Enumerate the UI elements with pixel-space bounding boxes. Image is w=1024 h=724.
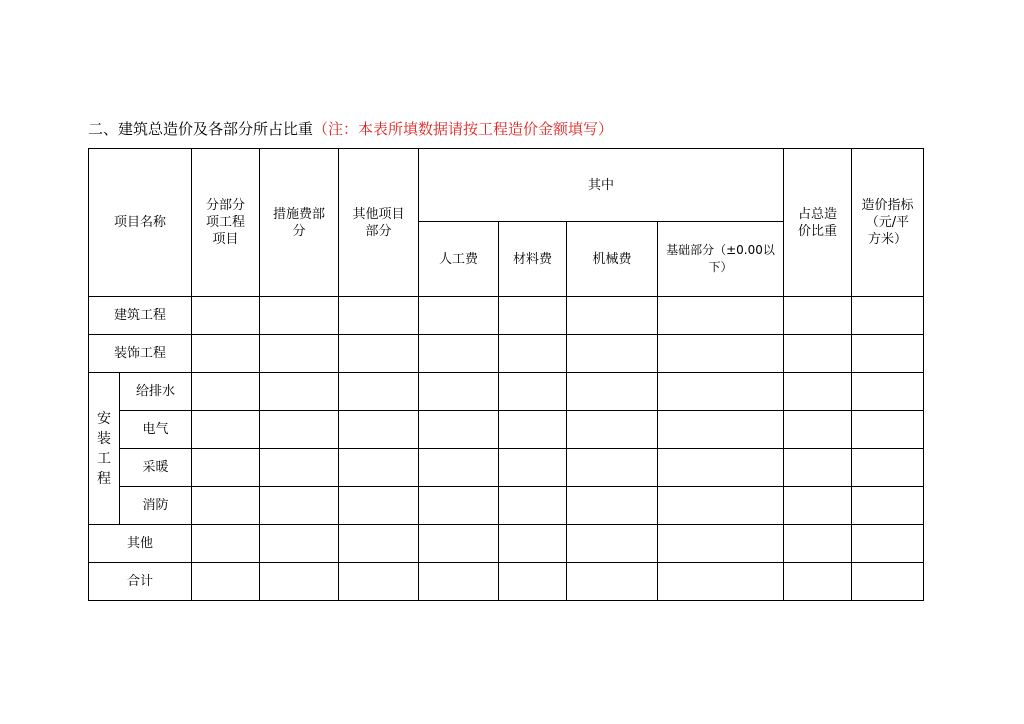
table-cell bbox=[567, 487, 658, 525]
table-cell bbox=[499, 373, 567, 411]
table-cell bbox=[419, 373, 499, 411]
row-label-heating: 采暖 bbox=[120, 449, 192, 487]
row-label-other: 其他 bbox=[89, 525, 192, 563]
table-cell bbox=[499, 563, 567, 601]
table-cell bbox=[658, 297, 784, 335]
table-cell bbox=[784, 297, 852, 335]
table-cell bbox=[339, 297, 419, 335]
row-label-building: 建筑工程 bbox=[89, 297, 192, 335]
row-building bbox=[89, 297, 924, 335]
header-foundation: 基础部分（±0.00以下） bbox=[658, 222, 784, 297]
header-share: 占总造价比重 bbox=[784, 149, 852, 297]
table-cell bbox=[260, 563, 339, 601]
section-title: 二、建筑总造价及各部分所占比重 bbox=[88, 120, 314, 138]
header-other-items: 其他项目部分 bbox=[339, 149, 419, 297]
table-cell bbox=[260, 411, 339, 449]
table-cell bbox=[192, 411, 260, 449]
header-row-top bbox=[89, 149, 924, 222]
table-cell bbox=[499, 487, 567, 525]
row-fire bbox=[89, 487, 924, 525]
table-cell bbox=[852, 411, 924, 449]
table-cell bbox=[192, 373, 260, 411]
table-cell bbox=[339, 449, 419, 487]
table-cell bbox=[499, 449, 567, 487]
table-cell bbox=[567, 563, 658, 601]
header-materials: 材料费 bbox=[499, 222, 567, 297]
table-cell bbox=[419, 563, 499, 601]
table-cell bbox=[567, 335, 658, 373]
header-machinery: 机械费 bbox=[567, 222, 658, 297]
row-electrical bbox=[89, 411, 924, 449]
table-cell bbox=[499, 335, 567, 373]
row-label-electrical: 电气 bbox=[120, 411, 192, 449]
table-cell bbox=[339, 373, 419, 411]
row-label-decoration: 装饰工程 bbox=[89, 335, 192, 373]
table-cell bbox=[658, 563, 784, 601]
row-plumbing bbox=[89, 373, 924, 411]
table-cell bbox=[658, 411, 784, 449]
table-cell bbox=[784, 487, 852, 525]
row-label-plumbing: 给排水 bbox=[120, 373, 192, 411]
table-cell bbox=[339, 411, 419, 449]
table-cell bbox=[260, 373, 339, 411]
section-note: （注：本表所填数据请按工程造价金额填写） bbox=[313, 120, 614, 138]
table-cell bbox=[260, 335, 339, 373]
table-cell bbox=[192, 449, 260, 487]
table-cell bbox=[192, 335, 260, 373]
row-heating bbox=[89, 449, 924, 487]
table-cell bbox=[784, 563, 852, 601]
table-cell bbox=[852, 487, 924, 525]
table-cell bbox=[499, 411, 567, 449]
table-cell bbox=[192, 487, 260, 525]
table-cell bbox=[784, 373, 852, 411]
cost-breakdown-table bbox=[88, 148, 924, 601]
installation-vertical-label: 安装工程 bbox=[97, 410, 111, 487]
table-cell bbox=[339, 487, 419, 525]
header-sub-project: 分部分项工程项目 bbox=[192, 149, 260, 297]
header-labor: 人工费 bbox=[419, 222, 499, 297]
table-cell bbox=[419, 525, 499, 563]
header-measures: 措施费部分 bbox=[260, 149, 339, 297]
table-cell bbox=[499, 525, 567, 563]
table-cell bbox=[339, 525, 419, 563]
table-cell bbox=[852, 335, 924, 373]
table-cell bbox=[658, 449, 784, 487]
table-cell bbox=[852, 297, 924, 335]
table-cell bbox=[419, 487, 499, 525]
table-cell bbox=[784, 449, 852, 487]
table-cell bbox=[658, 487, 784, 525]
table-cell bbox=[419, 411, 499, 449]
table-cell bbox=[567, 411, 658, 449]
section-heading bbox=[88, 119, 613, 139]
table-cell bbox=[784, 335, 852, 373]
table-cell bbox=[658, 335, 784, 373]
table-cell bbox=[260, 525, 339, 563]
table-cell bbox=[567, 525, 658, 563]
table-cell bbox=[419, 449, 499, 487]
table-cell bbox=[260, 449, 339, 487]
row-decoration bbox=[89, 335, 924, 373]
row-label-total: 合计 bbox=[89, 563, 192, 601]
table-cell bbox=[192, 525, 260, 563]
table-cell bbox=[784, 525, 852, 563]
table-cell bbox=[339, 563, 419, 601]
table-cell bbox=[499, 297, 567, 335]
table-cell bbox=[852, 525, 924, 563]
table-cell bbox=[658, 373, 784, 411]
table-cell bbox=[852, 373, 924, 411]
header-index: 造价指标（元/平方米） bbox=[852, 149, 924, 297]
table-cell bbox=[339, 335, 419, 373]
row-total bbox=[89, 563, 924, 601]
table-cell bbox=[852, 449, 924, 487]
table-cell bbox=[260, 487, 339, 525]
table-cell bbox=[658, 525, 784, 563]
table-cell bbox=[419, 297, 499, 335]
header-item-name: 项目名称 bbox=[89, 149, 192, 297]
table-cell bbox=[567, 449, 658, 487]
row-other bbox=[89, 525, 924, 563]
table-cell bbox=[567, 297, 658, 335]
row-label-fire: 消防 bbox=[120, 487, 192, 525]
table-cell bbox=[192, 563, 260, 601]
table-cell bbox=[260, 297, 339, 335]
row-label-installation bbox=[89, 373, 120, 525]
table-cell bbox=[567, 373, 658, 411]
header-of-which: 其中 bbox=[419, 149, 784, 222]
table-cell bbox=[192, 297, 260, 335]
table-cell bbox=[419, 335, 499, 373]
table-cell bbox=[784, 411, 852, 449]
table-cell bbox=[852, 563, 924, 601]
